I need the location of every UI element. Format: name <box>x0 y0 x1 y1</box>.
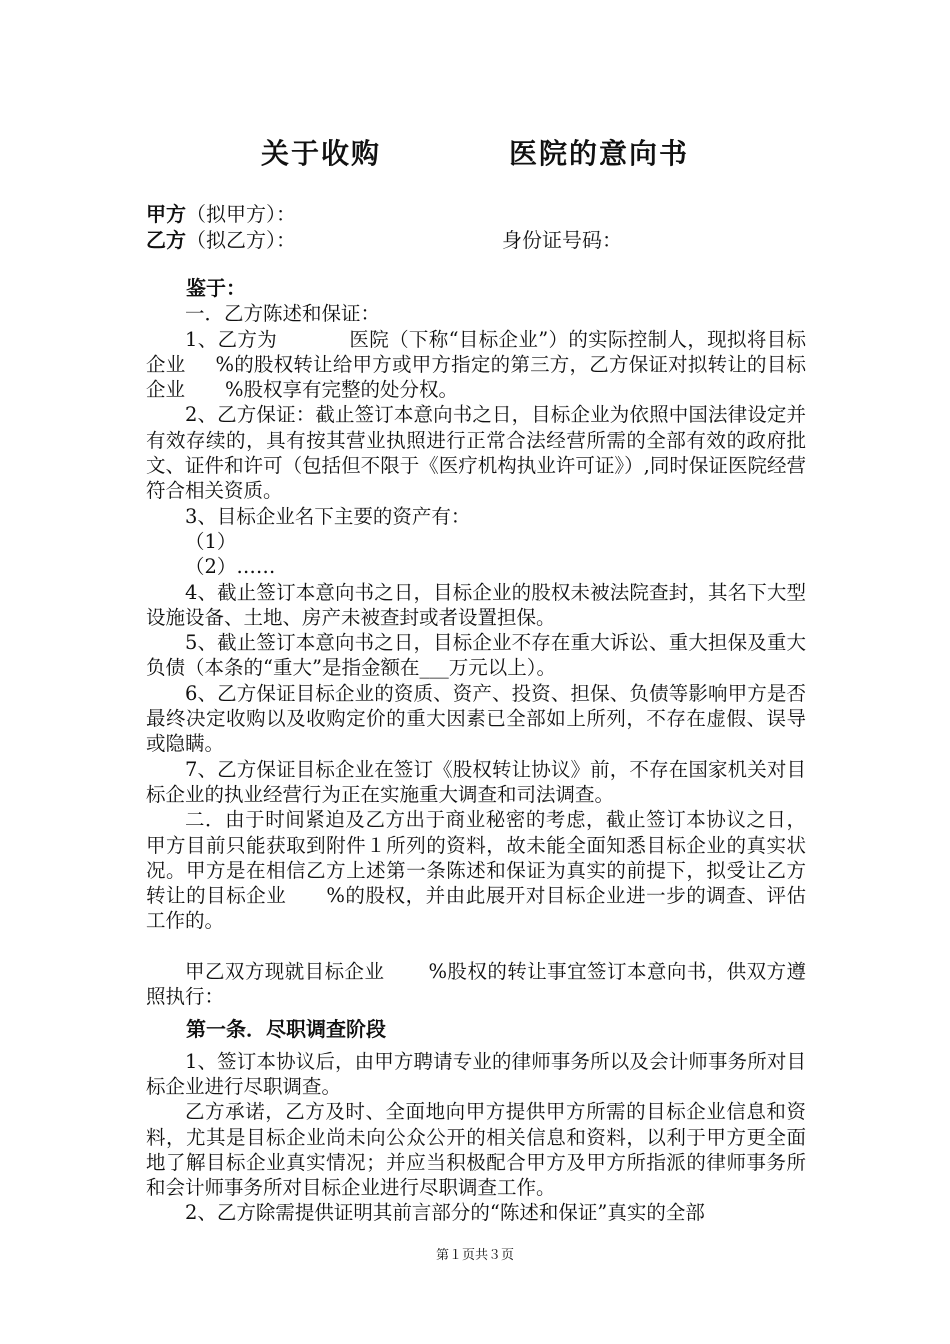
title-part-2: 医院的意向书 <box>509 137 690 170</box>
clause-1-7: 7、乙方保证目标企业在签订《股权转让协议》前，不存在国家机关对目标企业的执业经营行为正在实施重大调查和司法调查。 <box>146 757 806 806</box>
article-1-para-2: 乙方承诺，乙方及时、全面地向甲方提供甲方所需的目标企业信息和资料，尤其是目标企业尚未向公众公开的相关信息和资料，以利于甲方更全面地了解目标企业真实情况；并应当积极配合甲方及甲方所指派的律师事务所和会计师事务所对目标企业进行尽职调查工作。 <box>146 1100 806 1200</box>
whereas-heading: 鉴于： <box>186 276 246 300</box>
article-1-para-1: 1、签订本协议后，由甲方聘请专业的律师事务所以及会计师事务所对目标企业进行尽职调查。 <box>146 1049 806 1098</box>
article-1-title: 第一条．尽职调查阶段 <box>186 1017 386 1042</box>
clause-1-1: 1、乙方为 医院（下称“目标企业”）的实际控制人，现拟将目标企业 %的股权转让给甲方或甲方指定的第三方，乙方保证对拟转让的目标企业 %股权享有完整的处分权。 <box>146 327 806 402</box>
party-a-label: 甲方 <box>146 202 186 226</box>
party-a-rest: （拟甲方）： <box>186 202 296 226</box>
document-body <box>146 276 806 1226</box>
clause-1-2: 2、乙方保证：截止签订本意向书之日，目标企业为依照中国法律设定并有效存续的，具有按其营业执照进行正常合法经营所需的全部有效的政府批文、证件和许可（包括但不限于《医疗机构执业许可证》）,同时保证医院经营符合相关资质。 <box>146 403 806 503</box>
party-b-line <box>146 226 622 254</box>
section-2: 二．由于时间紧迫及乙方出于商业秘密的考虑，截止签订本协议之日，甲方目前只能获取到附件１所列的资料，故未能全面知悉目标企业的真实状况。甲方是在相信乙方上述第一条陈述和保证为真实的前提下，拟受让乙方转让的目标企业 %的股权，并由此展开对目标企业进一步的调查、评估工作的。 <box>146 808 806 933</box>
party-b-rest: （拟乙方）： <box>186 228 296 252</box>
asset-item-1: （1） <box>185 529 237 553</box>
intro-paragraph: 甲乙双方现就目标企业 %股权的转让事宜签订本意向书，供双方遵照执行： <box>146 959 806 1009</box>
title-part-1: 关于收购 <box>260 137 381 170</box>
amount-blank: ___ <box>419 656 449 680</box>
party-b-label: 乙方 <box>146 228 186 252</box>
document-title <box>0 132 950 172</box>
clause-1-3: 3、目标企业名下主要的资产有： <box>185 504 471 528</box>
section-1-title: 一．乙方陈述和保证： <box>185 302 381 326</box>
asset-item-2: （2）…… <box>185 555 276 579</box>
page-footer: 第１页共３页 <box>435 1247 514 1262</box>
article-1-para-3: 2、乙方除需提供证明其前言部分的“陈述和保证”真实的全部 <box>185 1201 705 1225</box>
clause-1-4: 4、截止签订本意向书之日，目标企业的股权未被法院查封，其名下大型设施设备、土地、房产未被查封或者设置担保。 <box>146 580 806 629</box>
clause-1-6: 6、乙方保证目标企业的资质、资产、投资、担保、负债等影响甲方是否最终决定收购以及收购定价的重大因素已全部如上所列，不存在虚假、误导或隐瞒。 <box>146 681 806 756</box>
clause-1-5: 5、截止签订本意向书之日，目标企业不存在重大诉讼、重大担保及重大负债（本条的“重大”是指金额在___万元以上）。 <box>146 631 806 680</box>
party-a-line <box>146 200 296 228</box>
id-number-label: 身份证号码： <box>502 228 622 252</box>
